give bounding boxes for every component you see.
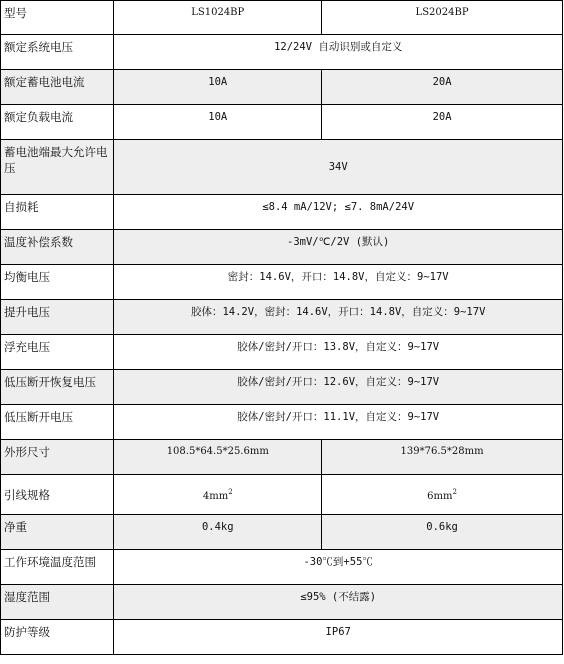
row-label-lvd-voltage: 低压断开电压 — [1, 405, 114, 440]
float-voltage-value: 胶体/密封/开口：13.8V，自定义：9~17V — [114, 335, 563, 370]
rated-voltage-value: 12/24V 自动识别或自定义 — [114, 35, 563, 70]
dimensions-b: 139*76.5*28mm — [322, 440, 563, 475]
table-row — [1, 370, 563, 405]
table-row — [1, 550, 563, 585]
table-row — [1, 1, 563, 35]
row-label-rated-voltage: 额定系统电压 — [1, 35, 114, 70]
row-label-temp-compensation: 温度补偿系数 — [1, 230, 114, 265]
row-label-humidity: 湿度范围 — [1, 585, 114, 620]
max-battery-voltage-value: 34V — [114, 140, 563, 195]
lvr-voltage-value: 胶体/密封/开口：12.6V，自定义：9~17V — [114, 370, 563, 405]
table-row — [1, 35, 563, 70]
row-label-protection: 防护等级 — [1, 620, 114, 655]
wire-gauge-b-exponent: 2 — [452, 488, 457, 496]
table-row — [1, 405, 563, 440]
row-label-load-current: 额定负载电流 — [1, 105, 114, 140]
row-label-boost-voltage: 提升电压 — [1, 300, 114, 335]
wire-gauge-a-value: 4mm — [202, 491, 229, 502]
lvd-voltage-value: 胶体/密封/开口：11.1V，自定义：9~17V — [114, 405, 563, 440]
wire-gauge-a-exponent: 2 — [228, 488, 233, 496]
equalize-voltage-value: 密封：14.6V，开口：14.8V，自定义：9~17V — [114, 265, 563, 300]
battery-current-b: 20A — [322, 70, 563, 105]
row-label-battery-current: 额定蓄电池电流 — [1, 70, 114, 105]
row-label-lvr-voltage: 低压断开恢复电压 — [1, 370, 114, 405]
row-label-dimensions: 外形尺寸 — [1, 440, 114, 475]
working-temp-value: -30℃到+55℃ — [114, 550, 563, 585]
table-row — [1, 70, 563, 105]
table-row — [1, 475, 563, 515]
battery-current-a: 10A — [114, 70, 322, 105]
load-current-a: 10A — [114, 105, 322, 140]
row-label-equalize-voltage: 均衡电压 — [1, 265, 114, 300]
self-consumption-value: ≤8.4 mA/12V; ≤7. 8mA/24V — [114, 195, 563, 230]
table-row — [1, 140, 563, 195]
boost-voltage-value: 胶体：14.2V，密封：14.6V，开口：14.8V，自定义：9~17V — [114, 300, 563, 335]
table-row — [1, 620, 563, 655]
humidity-value: ≤95% (不结露) — [114, 585, 563, 620]
temp-compensation-value: -3mV/℃/2V (默认) — [114, 230, 563, 265]
net-weight-b: 0.6kg — [322, 515, 563, 550]
table-row — [1, 440, 563, 475]
row-label-model: 型号 — [1, 1, 114, 35]
table-row — [1, 585, 563, 620]
table-row — [1, 195, 563, 230]
table-row — [1, 335, 563, 370]
model-b-header: LS2024BP — [322, 1, 563, 35]
wire-gauge-a — [114, 475, 322, 515]
row-label-max-battery-voltage: 蓄电池端最大允许电压 — [1, 140, 114, 195]
table-row — [1, 230, 563, 265]
table-row — [1, 515, 563, 550]
protection-value: IP67 — [114, 620, 563, 655]
row-label-net-weight: 净重 — [1, 515, 114, 550]
row-label-self-consumption: 自损耗 — [1, 195, 114, 230]
net-weight-a: 0.4kg — [114, 515, 322, 550]
table-row — [1, 105, 563, 140]
wire-gauge-b — [322, 475, 563, 515]
table-row — [1, 300, 563, 335]
row-label-working-temp: 工作环境温度范围 — [1, 550, 114, 585]
row-label-wire-gauge: 引线规格 — [1, 475, 114, 515]
model-a-header: LS1024BP — [114, 1, 322, 35]
row-label-float-voltage: 浮充电压 — [1, 335, 114, 370]
dimensions-a: 108.5*64.5*25.6mm — [114, 440, 322, 475]
wire-gauge-b-value: 6mm — [427, 491, 453, 502]
table-row — [1, 265, 563, 300]
load-current-b: 20A — [322, 105, 563, 140]
